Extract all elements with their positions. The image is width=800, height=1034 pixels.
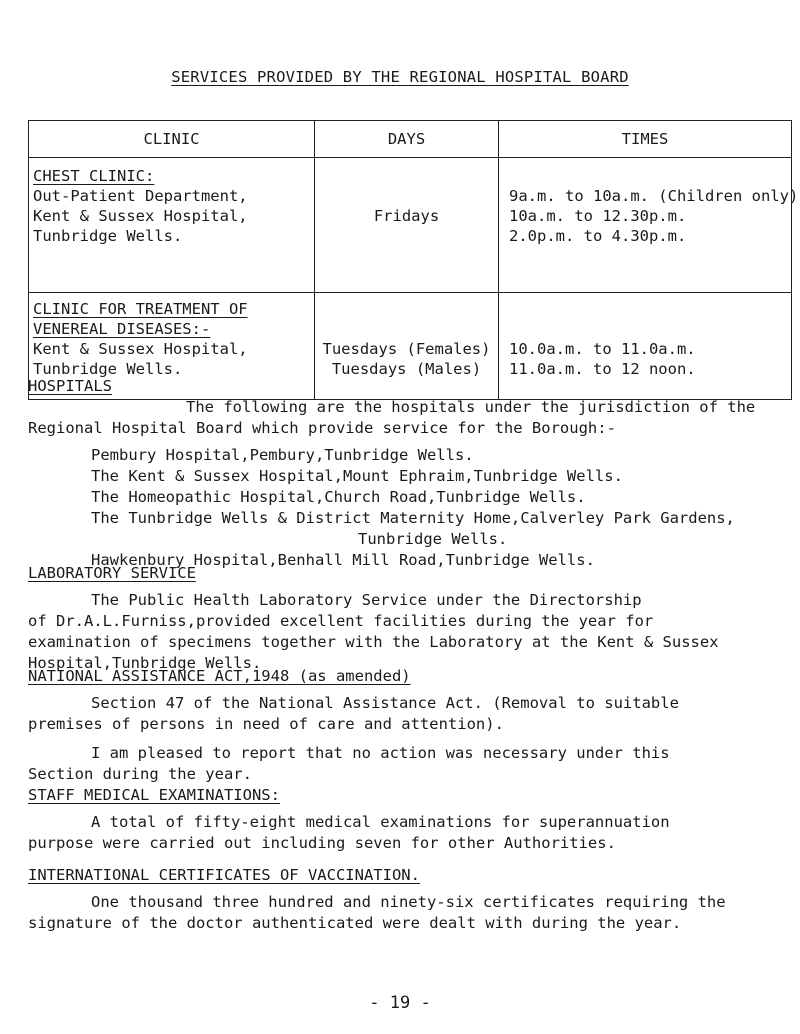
clinic-line: Tunbridge Wells. <box>33 227 183 245</box>
days-cell <box>315 158 499 293</box>
international-heading: INTERNATIONAL CERTIFICATES OF VACCINATION. <box>28 866 420 884</box>
national-assistance-line: Section 47 of the National Assistance Act. (Removal to suitable <box>91 694 679 712</box>
hospital-list-item: Tunbridge Wells. <box>358 530 508 548</box>
staff-medical-line: purpose were carried out including seven for other Authorities. <box>28 834 616 852</box>
hospital-list-item: The Tunbridge Wells & District Maternity Home,Calverley Park Gardens, <box>91 509 735 527</box>
national-assistance-line: I am pleased to report that no action was necessary under this <box>91 744 670 762</box>
clinic-heading: VENEREAL DISEASES:- <box>33 320 211 338</box>
laboratory-section <box>28 563 798 674</box>
hospitals-heading: HOSPITALS <box>28 377 112 395</box>
days-line: Tuesdays (Females) <box>322 340 491 358</box>
national-assistance-line: Section during the year. <box>28 765 252 783</box>
clinic-heading: CHEST CLINIC: <box>33 167 155 185</box>
staff-medical-heading: STAFF MEDICAL EXAMINATIONS: <box>28 786 280 804</box>
times-line: 2.0p.m. to 4.30p.m. <box>509 227 687 245</box>
hospital-list-item: The Kent & Sussex Hospital,Mount Ephraim,Tunbridge Wells. <box>91 467 623 485</box>
clinic-line: Out-Patient Department, <box>33 187 248 205</box>
laboratory-heading: LABORATORY SERVICE <box>28 564 196 582</box>
hospitals-intro: Regional Hospital Board which provide service for the Borough:- <box>28 419 616 437</box>
times-line: 9a.m. to 10a.m. (Children only) <box>509 187 799 205</box>
days-line: Tuesdays (Males) <box>331 360 482 378</box>
days-line: Fridays <box>373 207 440 225</box>
header-times: TIMES <box>499 121 792 158</box>
international-line: One thousand three hundred and ninety-six certificates requiring the <box>91 893 726 911</box>
times-line: 11.0a.m. to 12 noon. <box>509 360 696 378</box>
header-clinic: CLINIC <box>29 121 315 158</box>
page-title: SERVICES PROVIDED BY THE REGIONAL HOSPITAL BOARD <box>171 68 629 86</box>
laboratory-line: The Public Health Laboratory Service under the Directorship <box>91 591 642 609</box>
national-assistance-section <box>28 666 798 785</box>
clinic-heading: CLINIC FOR TREATMENT OF <box>33 300 248 318</box>
hospitals-section <box>28 376 798 571</box>
table-row <box>29 158 792 293</box>
page-number: - 19 - <box>369 993 431 1013</box>
hospital-list-item: Pembury Hospital,Pembury,Tunbridge Wells. <box>91 446 474 464</box>
laboratory-line: examination of specimens together with the Laboratory at the Kent & Sussex <box>28 633 719 651</box>
header-days: DAYS <box>315 121 499 158</box>
times-cell <box>499 158 799 293</box>
clinic-line: Kent & Sussex Hospital, <box>33 340 248 358</box>
hospital-list-item: The Homeopathic Hospital,Church Road,Tunbridge Wells. <box>91 488 586 506</box>
times-line: 10a.m. to 12.30p.m. <box>509 207 687 225</box>
clinic-line: Tunbridge Wells. <box>33 360 183 378</box>
table-header-row <box>29 121 792 158</box>
staff-medical-section <box>28 785 798 854</box>
hospitals-intro: The following are the hospitals under the jurisdiction of the <box>186 398 756 416</box>
clinic-cell <box>29 158 315 293</box>
international-line: signature of the doctor authenticated were dealt with during the year. <box>28 914 682 932</box>
national-assistance-line: premises of persons in need of care and attention). <box>28 715 504 733</box>
hospital-list-item: Hawkenbury Hospital,Benhall Mill Road,Tunbridge Wells. <box>91 551 595 569</box>
clinic-line: Kent & Sussex Hospital, <box>33 207 248 225</box>
staff-medical-line: A total of fifty-eight medical examinations for superannuation <box>91 813 670 831</box>
laboratory-line: of Dr.A.L.Furniss,provided excellent facilities during the year for <box>28 612 654 630</box>
laboratory-line: Hospital,Tunbridge Wells. <box>28 654 262 672</box>
times-line: 10.0a.m. to 11.0a.m. <box>509 340 696 358</box>
clinic-table <box>28 120 799 400</box>
international-section <box>28 865 798 934</box>
national-assistance-heading: NATIONAL ASSISTANCE ACT,1948 (as amended) <box>28 667 411 685</box>
